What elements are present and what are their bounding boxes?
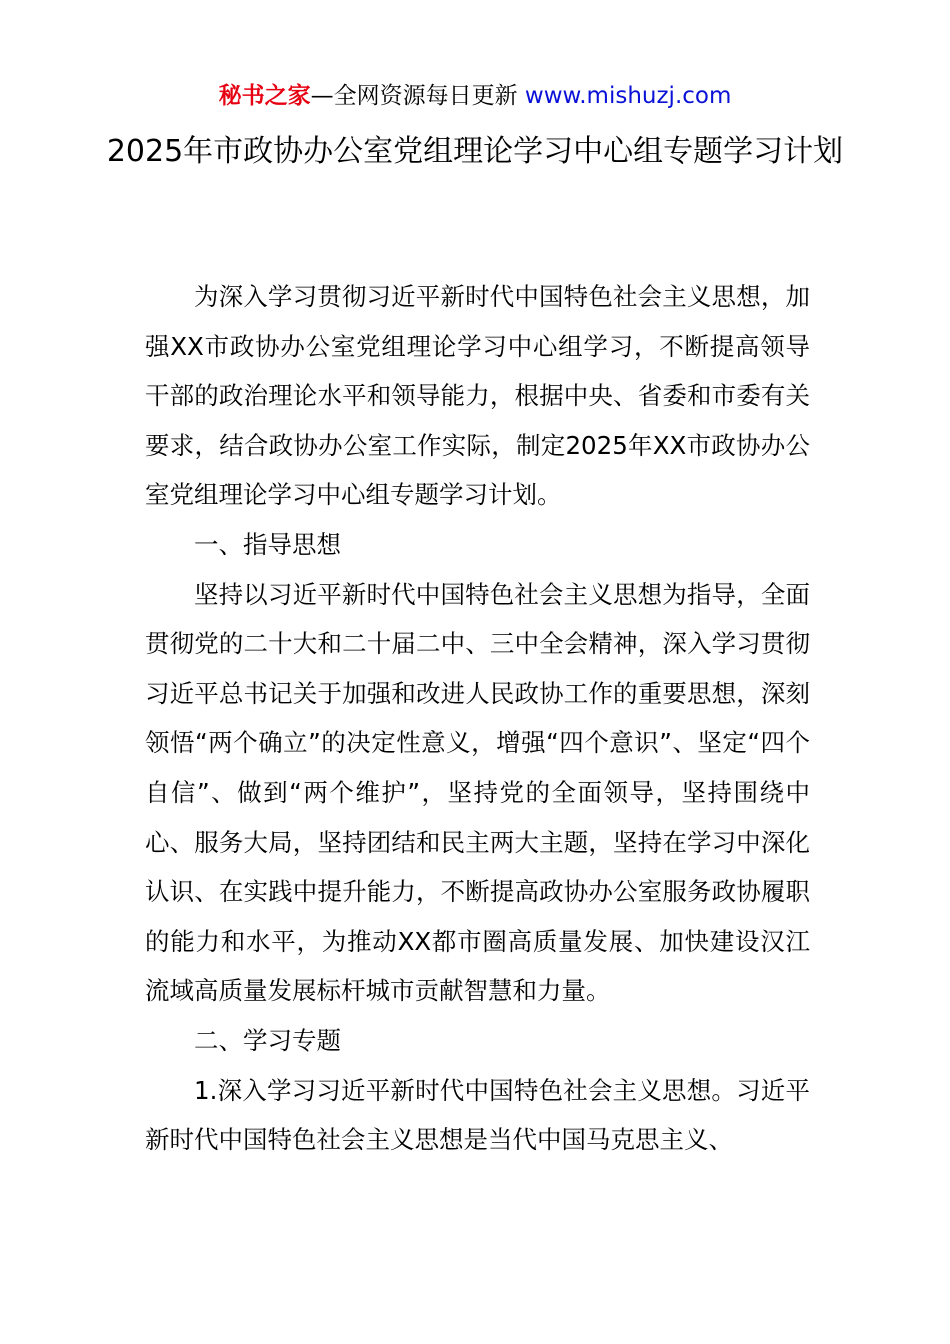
brand-name: 秘书之家 <box>218 83 311 109</box>
section-heading-guiding-ideology: 一、指导思想 <box>194 529 341 559</box>
site-url-link[interactable]: www.mishuzj.com <box>524 83 732 109</box>
document-body <box>145 272 810 1165</box>
banner-slogan: —全网资源每日更新 <box>310 83 518 109</box>
study-topic-1-paragraph: 1.深入学习习近平新时代中国特色社会主义思想。习近平新时代中国特色社会主义思想是当代中国马克思主义、 <box>145 1075 810 1155</box>
intro-paragraph: 为深入学习贯彻习近平新时代中国特色社会主义思想，加强XX市政协办公室党组理论学习中心组学习，不断提高领导干部的政治理论水平和领导能力，根据中央、省委和市委有关要求，结合政协办公室工作实际，制定2025年XX市政协办公室党组理论学习中心组专题学习计划。 <box>145 282 810 510</box>
guiding-ideology-paragraph: 坚持以习近平新时代中国特色社会主义思想为指导，全面贯彻党的二十大和二十届二中、三中全会精神，深入学习贯彻习近平总书记关于加强和改进人民政协工作的重要思想，深刻领悟“两个确立”的决定性意义，增强“四个意识”、坚定“四个自信”、做到“两个维护”，坚持党的全面领导，坚持围绕中心、服务大局，坚持团结和民主两大主题，坚持在学习中深化认识、在实践中提升能力，不断提高政协办公室服务政协履职的能力和水平，为推动XX都市圈高质量发展、加快建设汉江流域高质量发展标杆城市贡献智慧和力量。 <box>145 579 810 1006</box>
section-heading-study-topics: 二、学习专题 <box>194 1025 341 1055</box>
document-title: 2025年市政协办公室党组理论学习中心组专题学习计划 <box>106 134 844 169</box>
site-banner <box>0 80 950 112</box>
